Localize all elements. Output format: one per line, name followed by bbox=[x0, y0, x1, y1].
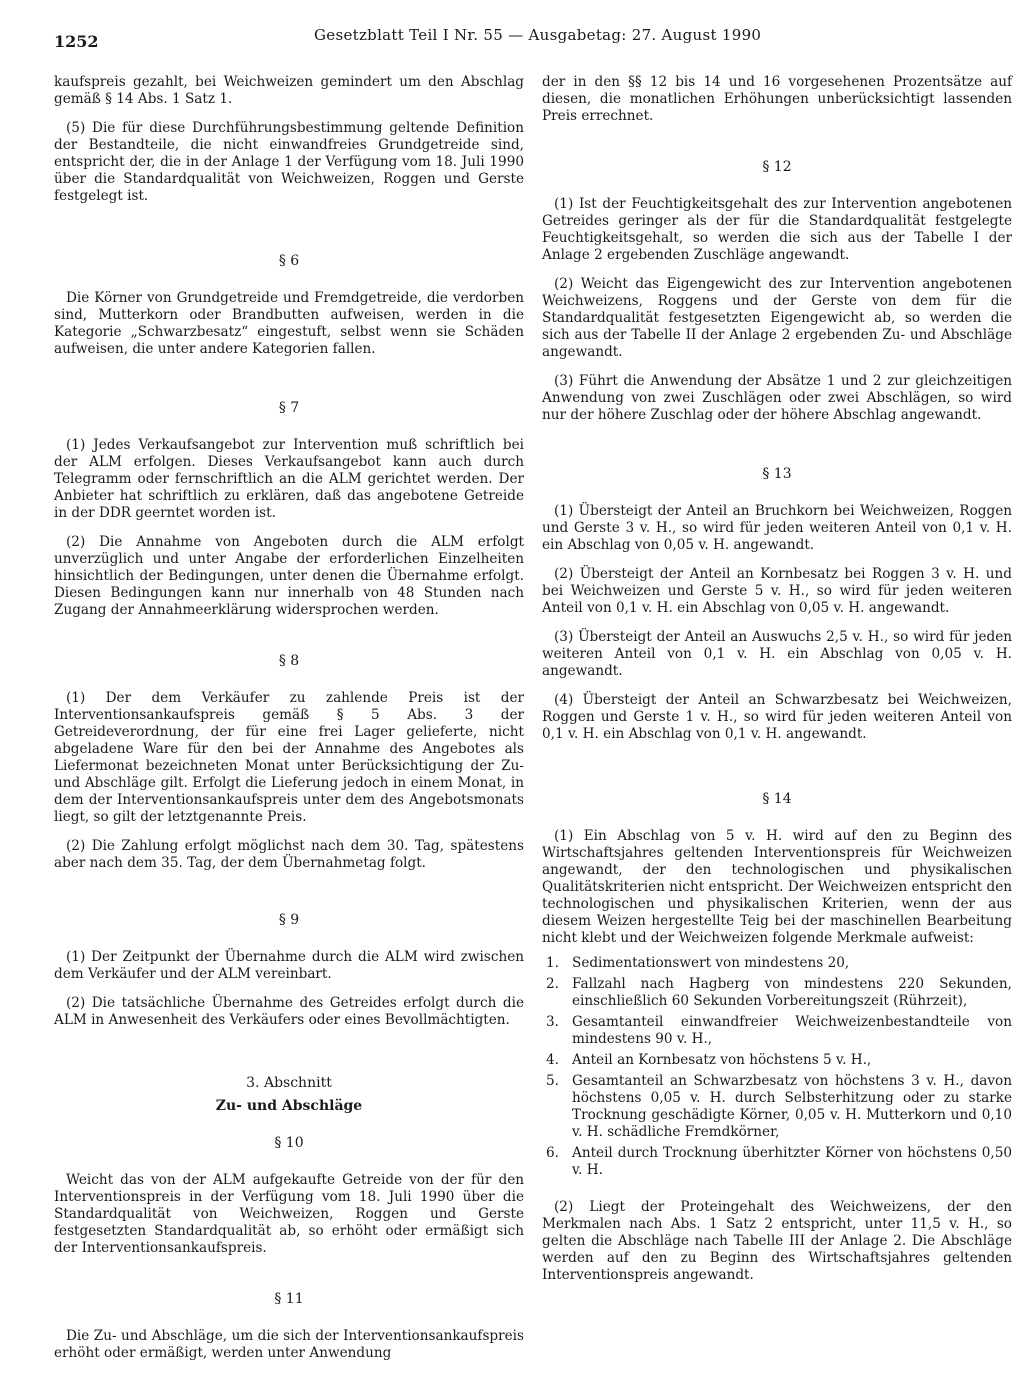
list-item-text: Gesamtanteil einwandfreier Weichweizenbestandteile von mindestens 90 v. H., bbox=[572, 1014, 1012, 1047]
paragraph: (2) Liegt der Proteingehalt des Weichweizens, der den Merkmalen nach Abs. 1 Satz 2 entspricht, unter 11,5 v. H., so gelten die Abschläge nach Tabelle III der Anlage 2. Die Abschläge werden auf den zu Beginn des Wirtschaftsjahres geltenden Interventionspreis angewandt. bbox=[542, 1199, 1012, 1283]
list-item bbox=[542, 976, 1012, 1010]
paragraph: (2) Weicht das Eigengewicht des zur Intervention angebotenen Weichweizens, Roggens und der Gerste von dem für die Standardqualität festgesetzten Eigengewicht ab, so werden die sich aus der Tabelle II der Anlage 2 ergebenden Zu- und Abschläge angewandt. bbox=[542, 276, 1012, 360]
paragraph: (2) Die Zahlung erfolgt möglichst nach dem 30. Tag, spätestens aber nach dem 35. Tag, der dem Übernahmetag folgt. bbox=[54, 838, 524, 871]
list-item-number: 6. bbox=[546, 1145, 559, 1161]
paragraph: (2) Die Annahme von Angeboten durch die ALM erfolgt unverzüglich und unter Angabe der erforderlichen Einzelheiten hinsichtlich der Bedingungen, unter denen die Übernahme erfolgt. Diesen Bedingungen kann nur innerhalb von 48 Stunden nach Zugang der Annahmeerklärung widersprochen werden. bbox=[54, 534, 524, 618]
paragraph: (3) Übersteigt der Anteil an Auswuchs 2,5 v. H., so wird für jeden weiteren Anteil von 0,1 v. H. ein Abschlag von 0,05 v. H. angewandt. bbox=[542, 629, 1012, 679]
list-item bbox=[542, 1073, 1012, 1141]
section-heading: § 10 bbox=[274, 1135, 304, 1151]
section-heading: § 7 bbox=[278, 400, 300, 416]
right-column bbox=[542, 74, 1012, 1296]
list-item-number: 5. bbox=[546, 1073, 559, 1089]
left-column bbox=[54, 74, 524, 1374]
paragraph: (1) Ein Abschlag von 5 v. H. wird auf den zu Beginn des Wirtschaftsjahres geltenden Interventionspreis für Weichweizen angewandt, der den technologischen und physikalischen Qualitätskriterien nicht entspricht. Der Weichweizen entspricht den technologischen und physikalischen Kriterien, wenn der aus diesem Weizen hergestellte Teig bei der maschinellen Bearbeitung nicht klebt und der Weichweizen folgende Merkmale aufweist: bbox=[542, 828, 1012, 946]
page-header bbox=[54, 22, 984, 50]
chapter-heading: 3. Abschnitt bbox=[246, 1075, 332, 1091]
section-heading: § 8 bbox=[278, 653, 300, 669]
paragraph: (1) Der dem Verkäufer zu zahlende Preis ist der Interventionsankaufspreis gemäß § 5 Abs. 3 der Getreideverordnung, der für eine frei Lager gelieferte, nicht abgeladene Ware für den bei der Annahme des Angebotes als Liefermonat bezeichneten Monat unter Berücksichtigung der Zu- und Abschläge gilt. Erfolgt die Lieferung jedoch in einem Monat, in dem der Interventionsankaufspreis unter dem des Angebotsmonats liegt, so gilt der letztgenannte Preis. bbox=[54, 690, 524, 825]
list-item-number: 3. bbox=[546, 1014, 559, 1030]
paragraph: (3) Führt die Anwendung der Absätze 1 und 2 zur gleichzeitigen Anwendung von zwei Zuschlägen oder zwei Abschlägen, so wird nur der höhere Zuschlag oder der höhere Abschlag angewandt. bbox=[542, 373, 1012, 423]
paragraph: Die Körner von Grundgetreide und Fremdgetreide, die verdorben sind, Mutterkorn oder Brandbutten aufweisen, werden in die Kategorie „Schwarzbesatz“ eingestuft, selbst wenn sie Schäden aufweisen, die unter andere Kategorien fallen. bbox=[54, 290, 524, 357]
list-item-text: Anteil an Kornbesatz von höchstens 5 v. H., bbox=[572, 1052, 872, 1068]
paragraph: (1) Der Zeitpunkt der Übernahme durch die ALM wird zwischen dem Verkäufer und der ALM vereinbart. bbox=[54, 949, 524, 982]
list-item-text: Anteil durch Trocknung überhitzter Körner von höchstens 0,50 v. H. bbox=[572, 1145, 1012, 1178]
paragraph: (1) Ist der Feuchtigkeitsgehalt des zur Intervention angebotenen Getreides geringer als der für die Standardqualität festgelegte Feuchtigkeitsgehalt, so werden die sich aus der Tabelle I der Anlage 2 ergebenden Zuschläge angewandt. bbox=[542, 196, 1012, 263]
header-title: Gesetzblatt Teil I Nr. 55 — Ausgabetag: 27. August 1990 bbox=[314, 26, 762, 44]
paragraph: der in den §§ 12 bis 14 und 16 vorgesehenen Prozentsätze auf diesen, die monatlichen Erhöhungen unberücksichtigt lassenden Preis errechnet. bbox=[542, 74, 1012, 124]
list-item bbox=[542, 1052, 1012, 1069]
section-heading: § 9 bbox=[278, 912, 300, 928]
paragraph: (4) Übersteigt der Anteil an Schwarzbesatz bei Weichweizen, Roggen und Gerste 1 v. H., so wird für jeden weiteren Anteil von 0,1 v. H. ein Abschlag von 0,1 v. H. angewandt. bbox=[542, 692, 1012, 742]
criteria-list bbox=[542, 955, 1012, 1179]
list-item bbox=[542, 955, 1012, 972]
list-item-number: 4. bbox=[546, 1052, 559, 1068]
list-item bbox=[542, 1145, 1012, 1179]
list-item-text: Gesamtanteil an Schwarzbesatz von höchstens 3 v. H., davon höchstens 0,05 v. H. durch Selbsterhitzung oder zu starke Trocknung geschädigte Körner, 0,05 v. H. Mutterkorn und 0,10 v. H. schädliche Fremdkörner, bbox=[572, 1073, 1012, 1140]
page-number: 1252 bbox=[54, 32, 99, 51]
chapter-title: Zu- und Abschläge bbox=[215, 1098, 363, 1114]
list-item-number: 1. bbox=[546, 955, 559, 971]
section-heading: § 12 bbox=[762, 159, 792, 175]
list-item bbox=[542, 1014, 1012, 1048]
paragraph: (1) Übersteigt der Anteil an Bruchkorn bei Weichweizen, Roggen und Gerste 3 v. H., so wird für jeden weiteren Anteil von 0,1 v. H. ein Abschlag von 0,05 v. H. angewandt. bbox=[542, 503, 1012, 553]
section-heading: § 14 bbox=[762, 791, 792, 807]
paragraph: (5) Die für diese Durchführungsbestimmung geltende Definition der Bestandteile, die nicht einwandfreies Grundgetreide sind, entspricht der, die in der Anlage 1 der Verfügung vom 18. Juli 1990 über die Standardqualität von Weichweizen, Roggen und Gerste festgelegt ist. bbox=[54, 120, 524, 204]
paragraph: Die Zu- und Abschläge, um die sich der Interventionsankaufspreis erhöht oder ermäßigt, werden unter Anwendung bbox=[54, 1328, 524, 1361]
section-heading: § 11 bbox=[274, 1291, 304, 1307]
paragraph: kaufspreis gezahlt, bei Weichweizen gemindert um den Abschlag gemäß § 14 Abs. 1 Satz 1. bbox=[54, 74, 524, 107]
list-item-text: Sedimentationswert von mindestens 20, bbox=[572, 955, 850, 971]
paragraph: Weicht das von der ALM aufgekaufte Getreide von der für den Interventionspreis in der Verfügung vom 18. Juli 1990 über die Standardqualität von Weichweizen, Roggen und Gerste festgesetzten Standardqualität ab, so erhöht oder ermäßigt sich der Interventionsankaufspreis. bbox=[54, 1172, 524, 1256]
section-heading: § 6 bbox=[278, 253, 300, 269]
paragraph: (2) Übersteigt der Anteil an Kornbesatz bei Roggen 3 v. H. und bei Weichweizen und Gerste 5 v. H., so wird für jeden weiteren Anteil von 0,1 v. H. ein Abschlag von 0,05 v. H. angewandt. bbox=[542, 566, 1012, 616]
paragraph: (1) Jedes Verkaufsangebot zur Intervention muß schriftlich bei der ALM erfolgen. Dieses Verkaufsangebot kann auch durch Telegramm oder fernschriftlich an die ALM gerichtet werden. Der Anbieter hat schriftlich zu erklären, daß das angebotene Getreide in der DDR geerntet worden ist. bbox=[54, 437, 524, 521]
list-item-text: Fallzahl nach Hagberg von mindestens 220 Sekunden, einschließlich 60 Sekunden Vorbereitungszeit (Rührzeit), bbox=[572, 976, 1012, 1009]
list-item-number: 2. bbox=[546, 976, 559, 992]
paragraph: (2) Die tatsächliche Übernahme des Getreides erfolgt durch die ALM in Anwesenheit des Verkäufers oder eines Bevollmächtigten. bbox=[54, 995, 524, 1028]
section-heading: § 13 bbox=[762, 466, 792, 482]
